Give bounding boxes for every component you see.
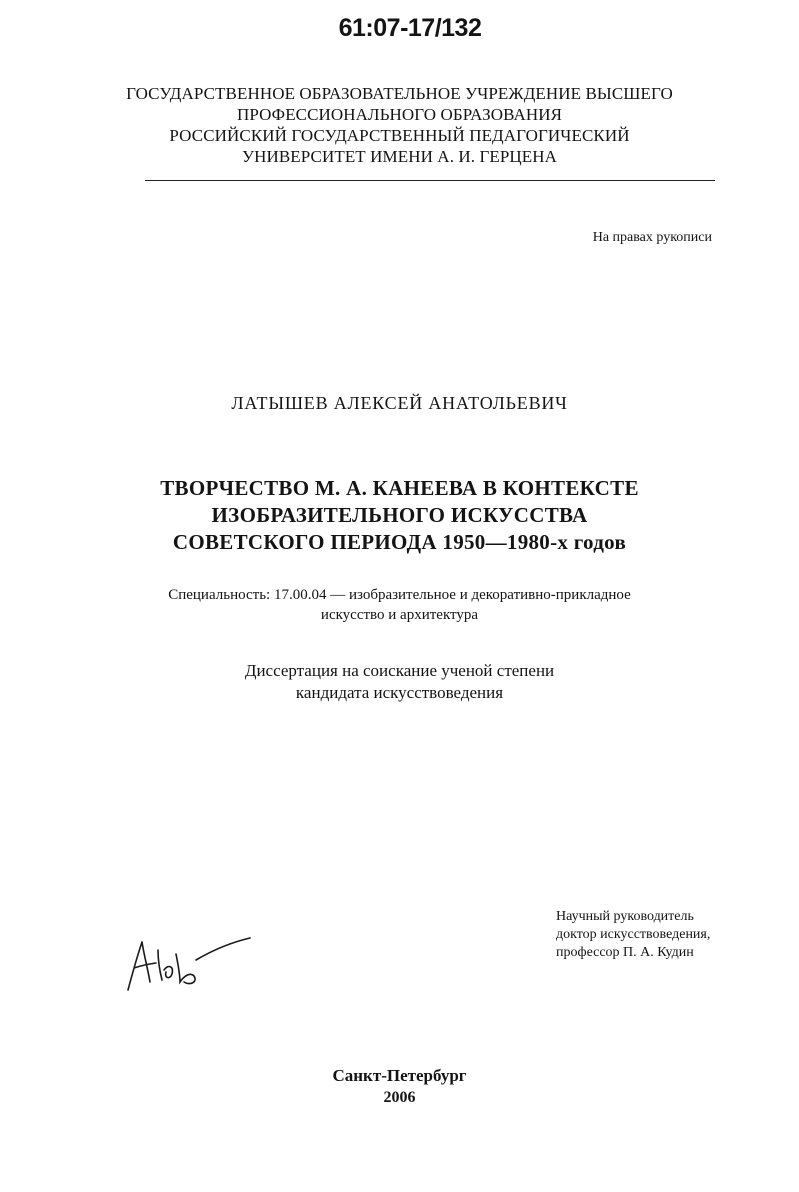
degree-line: кандидата искусствоведения: [295, 683, 504, 702]
author-name: ЛАТЫШЕВ АЛЕКСЕЙ АНАТОЛЬЕВИЧ: [231, 393, 568, 413]
institution-line: ПРОФЕССИОНАЛЬНОГО ОБРАЗОВАНИЯ: [236, 105, 563, 124]
rights-note: На правах рукописи: [592, 230, 712, 245]
institution-line: РОССИЙСКИЙ ГОСУДАРСТВЕННЫЙ ПЕДАГОГИЧЕСКИЙ: [169, 126, 630, 145]
specialty-line: Специальность: 17.00.04 — изобразительное и декоративно-прикладное: [168, 587, 631, 603]
handwritten-signature: [118, 930, 258, 1000]
specialty: [0, 585, 799, 625]
degree-line: Диссертация на соискание ученой степени: [244, 661, 555, 680]
scientific-advisor: [556, 908, 710, 962]
institution-name: [0, 83, 799, 167]
city: Санкт-Петербург: [332, 1066, 467, 1085]
header-divider: [145, 180, 715, 181]
institution-line: ГОСУДАРСТВЕННОЕ ОБРАЗОВАТЕЛЬНОЕ УЧРЕЖДЕНИЕ ВЫСШЕГО: [126, 84, 673, 103]
title-line: ТВОРЧЕСТВО М. А. КАНЕЕВА В КОНТЕКСТЕ: [160, 476, 639, 500]
title-line: ИЗОБРАЗИТЕЛЬНОГО ИСКУССТВА: [211, 503, 588, 527]
advisor-line: профессор П. А. Кудин: [556, 945, 694, 960]
institution-line: УНИВЕРСИТЕТ ИМЕНИ А. И. ГЕРЦЕНА: [241, 147, 558, 166]
dissertation-title: [0, 475, 799, 556]
specialty-line: искусство и архитектура: [320, 607, 479, 623]
year: 2006: [383, 1089, 416, 1106]
catalog-code: 61:07-17/132: [338, 14, 482, 42]
advisor-line: доктор искусствоведения,: [556, 927, 711, 942]
title-line: СОВЕТСКОГО ПЕРИОДА 1950—1980-х годов: [172, 530, 627, 554]
degree-statement: [0, 660, 799, 704]
advisor-line: Научный руководитель: [556, 909, 694, 924]
